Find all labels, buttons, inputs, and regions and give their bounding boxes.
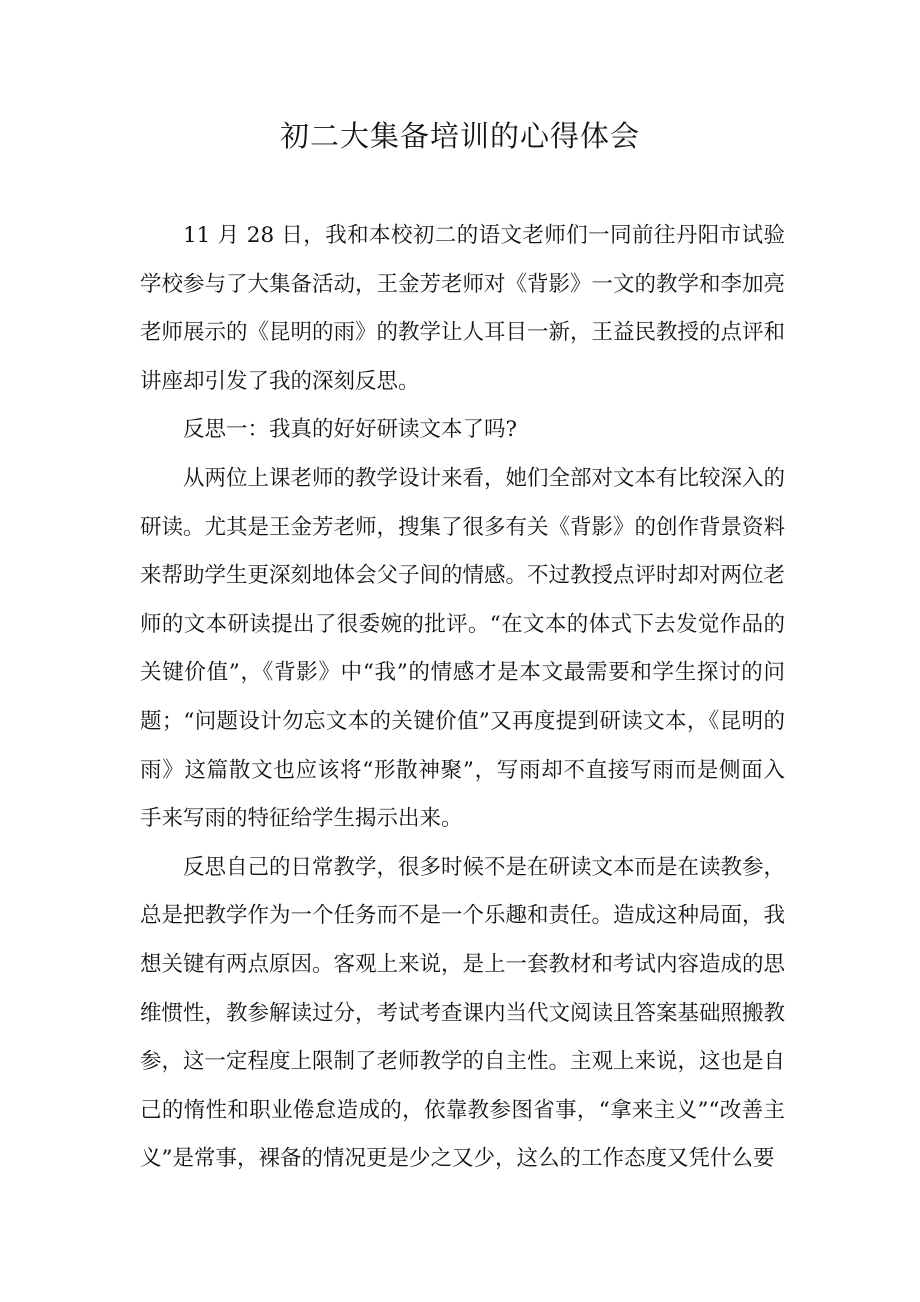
document-body <box>140 212 785 1184</box>
paragraph-reflection-heading: 反思一：我真的好好研读文本了吗? <box>183 417 518 443</box>
paragraph-self-reflection: 反思自己的日常教学，很多时候不是在研读文本而是在读教参，总是把教学作为一个任务而不是一个乐趣和责任。造成这种局面，我想关键有两点原因。客观上来说，是上一套教材和考试内容造成的思维惯性，教参解读过分，考试考查课内当代文阅读且答案基础照搬教参，这一定程度上限制了老师教学的自主性。主观上来说，这也是自己的惰性和职业倦怠造成的，依靠教参图省事，“拿来主义”“改善主义”是常事，裸备的情况更是少之又少，这么的工作态度又凭什么要 <box>140 854 786 1172</box>
document-title: 初二大集备培训的心得体会 <box>279 119 640 153</box>
paragraph-intro: 11 月 28 日，我和本校初二的语文老师们一同前往丹阳市试验学校参与了大集备活动，王金芳老师对《背影》一文的教学和李加亮老师展示的《昆明的雨》的教学让人耳目一新，王益民教授的点评和讲座却引发了我的深刻反思。 <box>140 223 786 394</box>
paragraph-reflection-one: 从两位上课老师的教学设计来看，她们全部对文本有比较深入的研读。尤其是王金芳老师，搜集了很多有关《背影》的创作背景资料来帮助学生更深刻地体会父子间的情感。不过教授点评时却对两位老师的文本研读提出了很委婉的批评。“在文本的体式下去发觉作品的关键价值”，《背影》中“我”的情感才是本文最需要和学生探讨的问题；“问题设计勿忘文本的关键价值”又再度提到研读文本，《昆明的雨》这篇散文也应该将“形散神聚”，写雨却不直接写雨而是侧面入手来写雨的特征给学生揭示出来。 <box>140 465 786 832</box>
